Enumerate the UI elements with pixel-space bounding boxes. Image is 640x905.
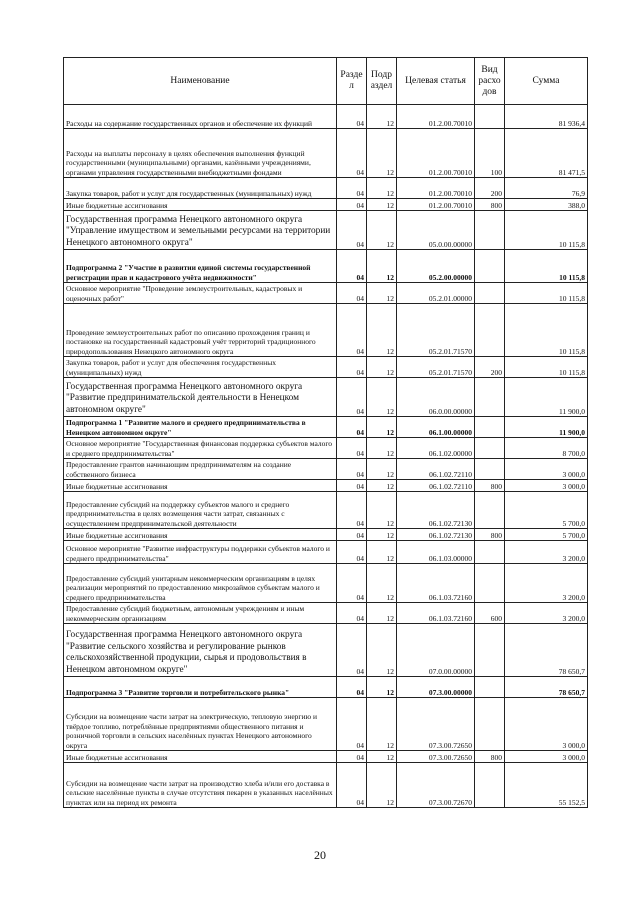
- cell-sum: 3 000,0: [505, 480, 588, 492]
- cell-sum: 3 000,0: [505, 698, 588, 751]
- cell-sum: 3 200,0: [505, 541, 588, 564]
- cell-vid: 800: [475, 751, 505, 763]
- cell-target: 05.2.01.71570: [397, 357, 475, 378]
- cell-razdel: 04: [337, 438, 367, 459]
- header-sum: Сумма: [505, 58, 588, 105]
- cell-sum: 3 000,0: [505, 459, 588, 480]
- cell-vid: 200: [475, 178, 505, 199]
- cell-name: Закупка товаров, работ и услуг для государственных (муниципальных) нужд: [64, 178, 337, 199]
- cell-vid: 600: [475, 603, 505, 624]
- table-row: [64, 677, 588, 698]
- cell-razdel: 04: [337, 541, 367, 564]
- cell-sum: 76,9: [505, 178, 588, 199]
- cell-name: Иные бюджетные ассигнования: [64, 199, 337, 211]
- table-row: [64, 763, 588, 808]
- table-row: [64, 378, 588, 417]
- cell-sum: 5 700,0: [505, 529, 588, 541]
- cell-podrazdel: 12: [367, 417, 397, 438]
- header-target: Целевая статья: [397, 58, 475, 105]
- cell-sum: 81 471,5: [505, 129, 588, 178]
- cell-vid: [475, 283, 505, 304]
- cell-podrazdel: 12: [367, 304, 397, 357]
- cell-podrazdel: 12: [367, 763, 397, 808]
- cell-name: Проведение землеустроительных работ по описанию прохождения границ и постановке на государственный кадастровый учёт территорий традиционного природопользования Ненецкого автономного округа: [64, 304, 337, 357]
- cell-sum: 10 115,8: [505, 357, 588, 378]
- cell-vid: [475, 417, 505, 438]
- table-row: [64, 698, 588, 751]
- cell-podrazdel: 12: [367, 129, 397, 178]
- cell-razdel: 04: [337, 492, 367, 529]
- cell-sum: 55 152,5: [505, 763, 588, 808]
- cell-podrazdel: 12: [367, 698, 397, 751]
- cell-target: 06.1.02.72130: [397, 529, 475, 541]
- cell-podrazdel: 12: [367, 677, 397, 698]
- cell-vid: 800: [475, 529, 505, 541]
- cell-target: 07.3.00.72670: [397, 763, 475, 808]
- cell-vid: 800: [475, 480, 505, 492]
- cell-podrazdel: 12: [367, 105, 397, 129]
- cell-name: Предоставление субсидий на поддержку субъектов малого и среднего предпринимательства в целях возмещения части затрат, связанных с осуществлением предпринимательской деятельности: [64, 492, 337, 529]
- cell-podrazdel: 12: [367, 541, 397, 564]
- cell-podrazdel: 12: [367, 751, 397, 763]
- table-row: [64, 129, 588, 178]
- table-row: [64, 250, 588, 283]
- table-row: [64, 417, 588, 438]
- cell-name: Расходы на содержание государственных органов и обеспечение их функций: [64, 105, 337, 129]
- cell-razdel: 04: [337, 129, 367, 178]
- cell-vid: [475, 763, 505, 808]
- cell-name: Иные бюджетные ассигнования: [64, 529, 337, 541]
- cell-razdel: 04: [337, 211, 367, 250]
- cell-target: 01.2.00.70010: [397, 129, 475, 178]
- cell-vid: [475, 378, 505, 417]
- cell-target: 06.1.03.72160: [397, 564, 475, 603]
- cell-name: Подпрограмма 1 "Развитие малого и среднего предпринимательства в Ненецком автономном округе": [64, 417, 337, 438]
- table-row: [64, 459, 588, 480]
- cell-sum: 5 700,0: [505, 492, 588, 529]
- cell-razdel: 04: [337, 250, 367, 283]
- table-row: [64, 199, 588, 211]
- cell-target: 05.0.00.00000: [397, 211, 475, 250]
- cell-vid: 100: [475, 129, 505, 178]
- budget-table: [63, 57, 588, 808]
- cell-name: Субсидии на возмещение части затрат на электрическую, тепловую энергию и твёрдое топливо, потреблённые предприятиями общественного питания и розничной торговли в сельских населённых пунктах Ненецкого автономного округа: [64, 698, 337, 751]
- cell-razdel: 04: [337, 283, 367, 304]
- table-row: [64, 751, 588, 763]
- cell-razdel: 04: [337, 564, 367, 603]
- table-row: [64, 357, 588, 378]
- cell-target: 07.3.00.72650: [397, 751, 475, 763]
- cell-sum: 81 936,4: [505, 105, 588, 129]
- table-row: [64, 529, 588, 541]
- cell-name: Государственная программа Ненецкого автономного округа "Развитие сельского хозяйства и регулирование рынков сельскохозяйственной продукции, сырья и продовольствия в Ненецком автономном округе": [64, 624, 337, 677]
- table-row: [64, 438, 588, 459]
- cell-sum: 10 115,8: [505, 211, 588, 250]
- table-row: [64, 603, 588, 624]
- cell-target: 05.2.01.71570: [397, 304, 475, 357]
- cell-target: 06.1.02.72130: [397, 492, 475, 529]
- cell-podrazdel: 12: [367, 199, 397, 211]
- cell-name: Предоставление грантов начинающим предпринимателям на создание собственного бизнеса: [64, 459, 337, 480]
- cell-name: Основное мероприятие "Проведение землеустроительных, кадастровых и оценочных работ": [64, 283, 337, 304]
- cell-name: Подпрограмма 2 "Участие в развитии единой системы государственной регистрации прав и кадастрового учёта недвижимости": [64, 250, 337, 283]
- cell-razdel: 04: [337, 378, 367, 417]
- cell-name: Субсидии на возмещение части затрат на производство хлеба и/или его доставка в сельские населённые пункты в случае отсутствия пекарен в указанных населённых пунктах или на период их ремонта: [64, 763, 337, 808]
- cell-razdel: 04: [337, 624, 367, 677]
- cell-vid: [475, 438, 505, 459]
- cell-razdel: 04: [337, 459, 367, 480]
- cell-vid: [475, 459, 505, 480]
- cell-sum: 388,0: [505, 199, 588, 211]
- cell-target: 06.1.02.72110: [397, 480, 475, 492]
- cell-sum: 11 900,0: [505, 417, 588, 438]
- cell-razdel: 04: [337, 480, 367, 492]
- header-podrazdel: Подр аздел: [367, 58, 397, 105]
- cell-podrazdel: 12: [367, 357, 397, 378]
- cell-vid: [475, 677, 505, 698]
- cell-name: Государственная программа Ненецкого автономного округа "Развитие предпринимательской деятельности в Ненецком автономном округе": [64, 378, 337, 417]
- table-row: [64, 564, 588, 603]
- cell-target: 06.1.02.00000: [397, 438, 475, 459]
- cell-podrazdel: 12: [367, 480, 397, 492]
- cell-target: 06.1.02.72110: [397, 459, 475, 480]
- cell-target: 01.2.00.70010: [397, 178, 475, 199]
- cell-podrazdel: 12: [367, 529, 397, 541]
- table-row: [64, 541, 588, 564]
- cell-vid: 200: [475, 357, 505, 378]
- cell-razdel: 04: [337, 304, 367, 357]
- cell-sum: 10 115,8: [505, 250, 588, 283]
- cell-name: Иные бюджетные ассигнования: [64, 751, 337, 763]
- cell-target: 01.2.00.70010: [397, 105, 475, 129]
- table-header-row: [64, 58, 588, 105]
- cell-name: Основное мероприятие "Государственная финансовая поддержка субъектов малого и среднего предпринимательства": [64, 438, 337, 459]
- cell-target: 01.2.00.70010: [397, 199, 475, 211]
- table-row: [64, 283, 588, 304]
- cell-sum: 3 000,0: [505, 751, 588, 763]
- page-number: 20: [314, 848, 326, 862]
- cell-sum: 10 115,8: [505, 283, 588, 304]
- cell-razdel: 04: [337, 105, 367, 129]
- cell-podrazdel: 12: [367, 283, 397, 304]
- cell-razdel: 04: [337, 178, 367, 199]
- cell-podrazdel: 12: [367, 624, 397, 677]
- table-row: [64, 480, 588, 492]
- cell-podrazdel: 12: [367, 459, 397, 480]
- cell-razdel: 04: [337, 698, 367, 751]
- cell-target: 06.1.03.00000: [397, 541, 475, 564]
- table-row: [64, 178, 588, 199]
- cell-razdel: 04: [337, 603, 367, 624]
- cell-sum: 78 650,7: [505, 624, 588, 677]
- cell-target: 06.0.00.00000: [397, 378, 475, 417]
- table-row: [64, 211, 588, 250]
- cell-vid: [475, 304, 505, 357]
- header-razdel: Разде л: [337, 58, 367, 105]
- table-row: [64, 492, 588, 529]
- cell-podrazdel: 12: [367, 211, 397, 250]
- cell-vid: [475, 541, 505, 564]
- cell-podrazdel: 12: [367, 492, 397, 529]
- table-row: [64, 105, 588, 129]
- cell-sum: 78 650,7: [505, 677, 588, 698]
- cell-target: 07.0.00.00000: [397, 624, 475, 677]
- cell-razdel: 04: [337, 677, 367, 698]
- cell-sum: 3 200,0: [505, 603, 588, 624]
- cell-name: Закупка товаров, работ и услуг для обеспечения государственных (муниципальных) нужд: [64, 357, 337, 378]
- cell-razdel: 04: [337, 357, 367, 378]
- cell-razdel: 04: [337, 529, 367, 541]
- header-name: Наименование: [64, 58, 337, 105]
- cell-vid: [475, 211, 505, 250]
- cell-target: 06.1.03.72160: [397, 603, 475, 624]
- cell-razdel: 04: [337, 751, 367, 763]
- table-body: [64, 105, 588, 808]
- cell-razdel: 04: [337, 417, 367, 438]
- cell-podrazdel: 12: [367, 438, 397, 459]
- cell-vid: [475, 564, 505, 603]
- cell-razdel: 04: [337, 199, 367, 211]
- table-row: [64, 624, 588, 677]
- cell-name: Предоставление субсидий унитарным некоммерческим организациям в целях реализации мероприятий по предоставлению микрозаймов субъектам малого и среднего предпринимательства: [64, 564, 337, 603]
- cell-name: Предоставление субсидий бюджетным, автономным учреждениям и иным некоммерческим организациям: [64, 603, 337, 624]
- cell-sum: 8 700,0: [505, 438, 588, 459]
- cell-name: Расходы на выплаты персоналу в целях обеспечения выполнения функций государственными (муниципальными) органами, казёнными учреждениями, органами управления государственными внебюджетными фондами: [64, 129, 337, 178]
- cell-podrazdel: 12: [367, 564, 397, 603]
- cell-razdel: 04: [337, 763, 367, 808]
- cell-target: 07.3.00.72650: [397, 698, 475, 751]
- cell-target: 05.2.01.00000: [397, 283, 475, 304]
- cell-name: Подпрограмма 3 "Развитие торговли и потребительского рынка": [64, 677, 337, 698]
- cell-name: Государственная программа Ненецкого автономного округа "Управление имуществом и земельными ресурсами на территории Ненецкого автономного округа": [64, 211, 337, 250]
- cell-vid: [475, 698, 505, 751]
- cell-vid: [475, 624, 505, 677]
- cell-target: 07.3.00.00000: [397, 677, 475, 698]
- cell-sum: 10 115,8: [505, 304, 588, 357]
- table-row: [64, 304, 588, 357]
- cell-vid: 800: [475, 199, 505, 211]
- header-vid: Вид расхо дов: [475, 58, 505, 105]
- cell-podrazdel: 12: [367, 250, 397, 283]
- cell-sum: 11 900,0: [505, 378, 588, 417]
- cell-target: 06.1.00.00000: [397, 417, 475, 438]
- cell-name: Иные бюджетные ассигнования: [64, 480, 337, 492]
- cell-target: 05.2.00.00000: [397, 250, 475, 283]
- cell-podrazdel: 12: [367, 178, 397, 199]
- cell-vid: [475, 492, 505, 529]
- cell-vid: [475, 250, 505, 283]
- cell-name: Основное мероприятие "Развитие инфраструктуры поддержки субъектов малого и среднего предпринимательства": [64, 541, 337, 564]
- cell-sum: 3 200,0: [505, 564, 588, 603]
- cell-vid: [475, 105, 505, 129]
- cell-podrazdel: 12: [367, 603, 397, 624]
- cell-podrazdel: 12: [367, 378, 397, 417]
